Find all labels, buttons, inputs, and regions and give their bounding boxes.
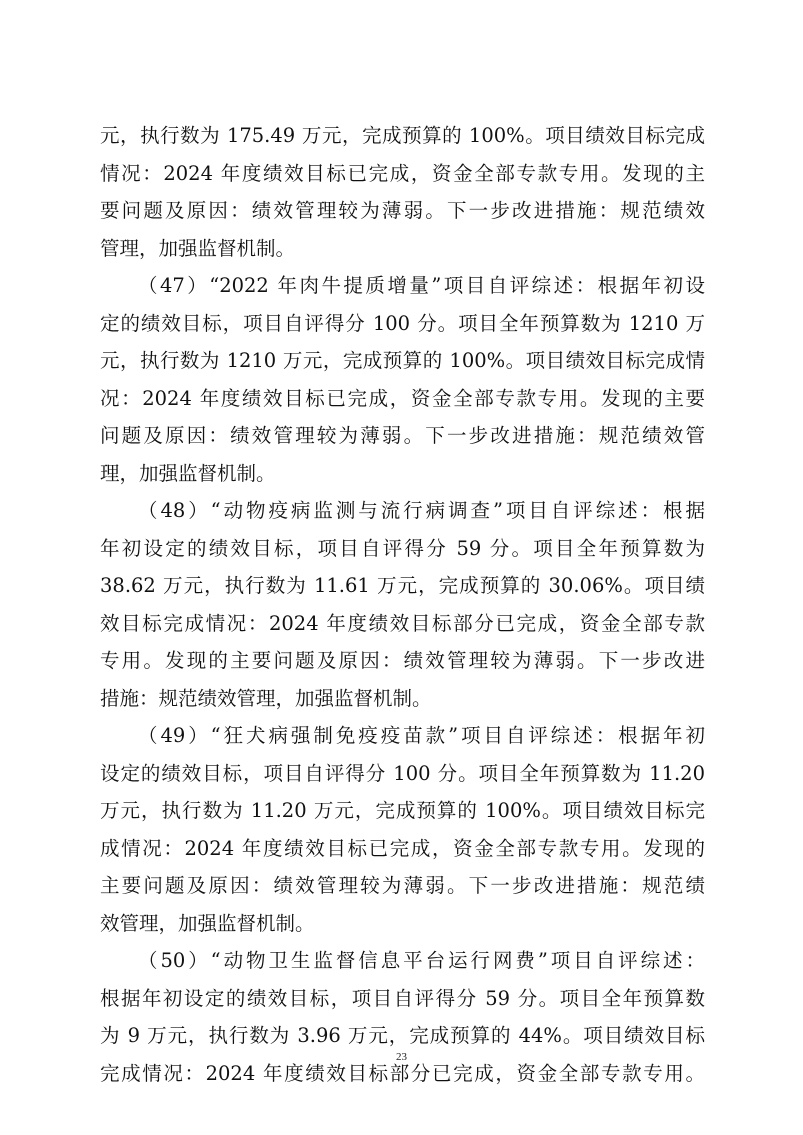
text-line: 设定的绩效目标，项目自评得分 100 分。项目全年预算数为 11.20: [100, 761, 705, 785]
text-line: 根据年初设定的绩效目标，项目自评得分 59 分。项目全年预算数: [100, 986, 705, 1010]
paragraph-continued: [100, 117, 705, 267]
paragraph-50: [100, 942, 705, 1092]
text-line: （50）“动物卫生监督信息平台运行网费”项目自评综述：: [138, 949, 705, 972]
text-line: 要问题及原因：绩效管理较为薄弱。下一步改进措施：规范绩效: [100, 199, 705, 222]
text-line: 元，执行数为 175.49 万元，完成预算的 100%。项目绩效目标完成: [100, 124, 705, 147]
text-line: 效目标完成情况：2024 年度绩效目标部分已完成，资金全部专款: [100, 611, 705, 635]
text-line: 专用。发现的主要问题及原因：绩效管理较为薄弱。下一步改进: [100, 649, 705, 672]
text-line: 主要问题及原因：绩效管理较为薄弱。下一步改进措施：规范绩: [100, 874, 705, 897]
paragraph-48: [100, 492, 705, 717]
text-line: （47）“2022 年肉牛提质增量”项目自评综述：根据年初设: [138, 274, 705, 297]
text-line: 元，执行数为 1210 万元，完成预算的 100%。项目绩效目标完成情: [100, 349, 705, 372]
paragraph-47: [100, 267, 705, 492]
document-body: [100, 117, 705, 1092]
text-line: 定的绩效目标，项目自评得分 100 分。项目全年预算数为 1210 万: [100, 311, 705, 335]
text-line: 效管理，加强监督机制。: [100, 911, 315, 935]
text-line: 况：2024 年度绩效目标已完成，资金全部专款专用。发现的主要: [100, 386, 705, 410]
text-line: 年初设定的绩效目标，项目自评得分 59 分。项目全年预算数为: [100, 536, 705, 560]
text-line: 情况：2024 年度绩效目标已完成，资金全部专款专用。发现的主: [100, 161, 705, 185]
text-line: 管理，加强监督机制。: [100, 236, 296, 260]
text-line: 完成情况：2024 年度绩效目标部分已完成，资金全部专款专用。: [100, 1061, 705, 1085]
text-line: 成情况：2024 年度绩效目标已完成，资金全部专款专用。发现的: [100, 836, 705, 860]
paragraph-49: [100, 717, 705, 942]
page-number: 23: [396, 1051, 407, 1063]
text-line: 38.62 万元，执行数为 11.61 万元，完成预算的 30.06%。项目绩: [100, 574, 705, 597]
text-line: 问题及原因：绩效管理较为薄弱。下一步改进措施：规范绩效管: [100, 424, 705, 447]
text-line: （48）“动物疫病监测与流行病调查”项目自评综述：根据: [138, 499, 705, 522]
text-line: 理，加强监督机制。: [100, 461, 276, 485]
text-line: 措施：规范绩效管理，加强监督机制。: [100, 686, 432, 710]
text-line: （49）“狂犬病强制免疫疫苗款”项目自评综述：根据年初: [138, 724, 705, 747]
text-line: 万元，执行数为 11.20 万元，完成预算的 100%。项目绩效目标完: [100, 799, 705, 822]
text-line: 为 9 万元，执行数为 3.96 万元，完成预算的 44%。项目绩效目标: [100, 1024, 705, 1047]
